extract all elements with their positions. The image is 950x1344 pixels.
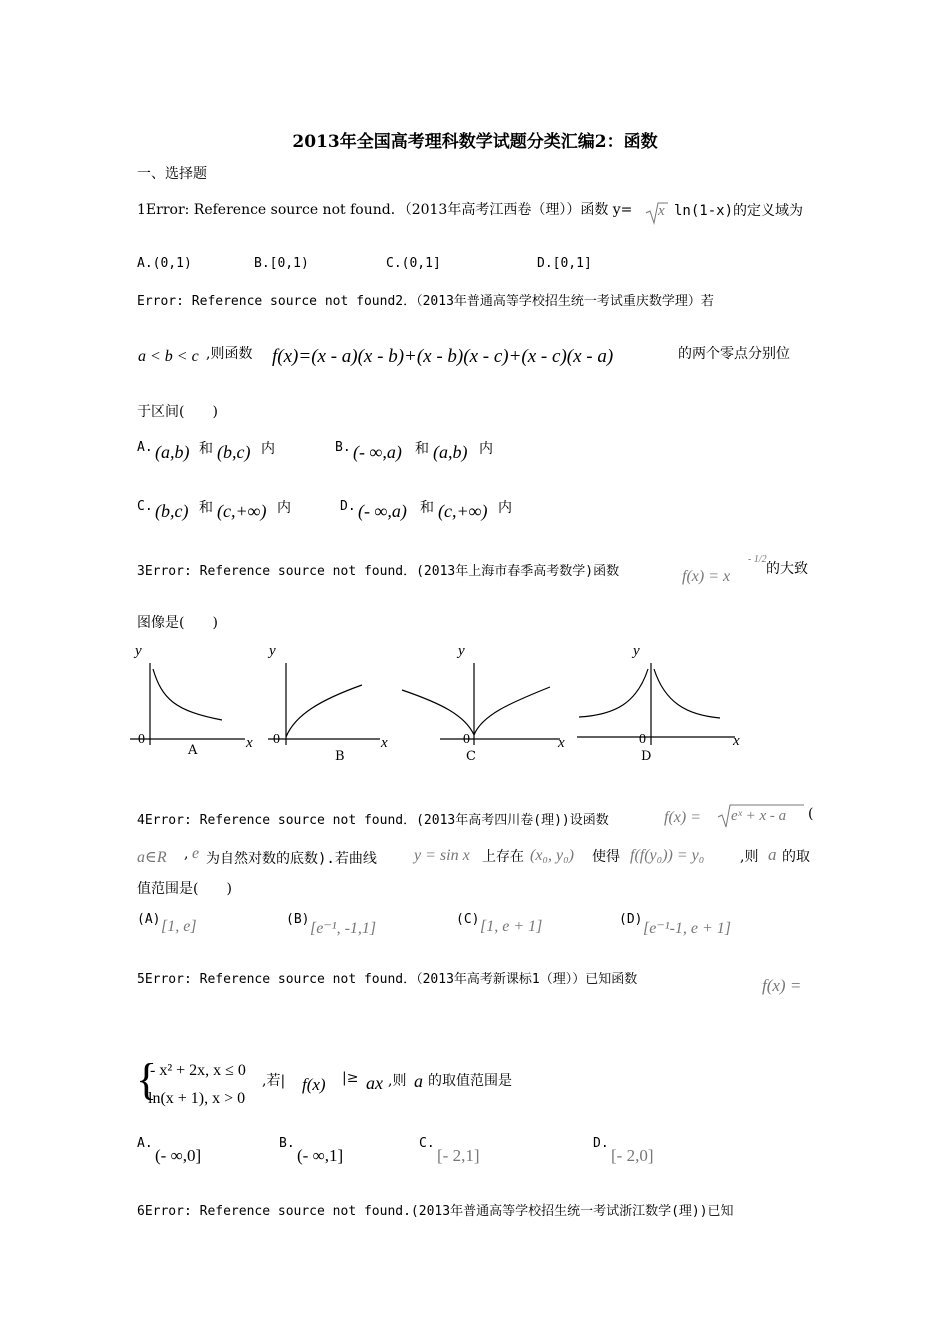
q2-condition: a < b < c <box>138 348 199 365</box>
q3-graph-d: y 0 x D <box>575 645 750 765</box>
q3-after: 的大致 <box>766 561 808 577</box>
q5-prefix: 5Error: Reference source not found．（2013年高考新课标1（理））已知函数 <box>137 972 638 987</box>
q5-abs: f(x) <box>302 1075 326 1094</box>
q6-text: 6Error: Reference source not found.(2013年普通高等学校招生统一考试浙江数学(理))已知 <box>137 1204 734 1219</box>
q4-mid: , <box>184 846 189 862</box>
q4-prefix: 4Error: Reference source not found．(2013年高考四川卷(理))设函数 <box>137 813 609 828</box>
q4-condition: a∈R <box>137 849 167 866</box>
q4-paren: ( <box>808 806 814 822</box>
q1-option-b: B.[0,1) <box>254 256 309 271</box>
q3-prefix: 3Error: Reference source not found．(2013年上海市春季高考数学)函数 <box>137 564 620 579</box>
q4-mid5: ,则 <box>740 849 759 865</box>
q3-exponent: - 1/2 <box>748 554 767 565</box>
q1-prefix: 1Error: Reference source not found．（2013年高考江西卷（理））函数 y= <box>137 202 633 218</box>
q5-case2: ln(x + 1), x > 0 <box>148 1090 246 1107</box>
q5-mid2: ,则 <box>388 1073 407 1089</box>
q4-line2: 值范围是( ) <box>137 881 232 897</box>
q3-graph-c: y 0 x C <box>400 645 570 765</box>
q2-after: 的两个零点分别位 <box>678 346 790 362</box>
q3-function: f(x) = x <box>682 568 731 585</box>
q5-a: a <box>414 1071 423 1091</box>
q4-curve: y = sin x <box>414 847 470 864</box>
q3-graph-a: y 0 x A <box>135 643 253 758</box>
q4-a: a <box>768 845 777 864</box>
q5-case1: - x² + 2x, x ≤ 0 <box>150 1062 246 1079</box>
q1-option-d: D.[0,1] <box>537 256 592 271</box>
q4-e: e <box>192 845 200 862</box>
document-page: 2013年全国高考理科数学试题分类汇编2：函数 一、选择题 1Error: Reference source not found．（2013年高考江西卷（理））函数 y= x ln(1-x)的定义域为 A.(0,1) B.[0,1) C.(0,1] D.[0,1] Error: Reference source not found2．（2013年普通高等学校招生统一考试重庆数学理）若 a < b < c ,则函数 f(x)=(x - a)(x - b)+(x - b)(x - c)+(x - c)(x - a) 的两个零点分别位 于区间( ) A. (a,b) 和 (b,c) 内 B. (- ∞,a) 和 (a,b) 内 C. (b,c) 和 (c,+∞) 内 D. (- ∞,a) 和 (c,+∞) 内 3Error: Reference source not found．(2013年上海市春季高考数学)函数 f(x) = x - 1/2 的大致 图像是( ) y 0 x A y 0 x B y 0 x C y 0 x D 4Error: Reference source not found．(2013年高考四川卷(理))设函数 f(x) = eˣ + x - a ( a∈R , e 为自然对数的底数).若曲线 y = sin x 上存在 (x₀, y₀) 使得 f(f(y₀)) = y₀ ,则 a 的取 值范围是( ) (A) [1, e] (B) [e⁻¹, -1,1] (C) [1, e + 1] (D) [e⁻¹-1, e + 1] 5Error: Reference source not found．（2013年高考新课标1（理））已知函数 f(x) = { - x² + 2x, x ≤ 0 ln(x + 1), x > 0 ,若| f(x) |≥ ax ,则 a 的取值范围是 A. (- ∞,0] B. (- ∞,1] C. [- 2,1] D. [- 2,0] 6Error: Reference source not found.(2013年普通高等学校招生统一考试浙江数学(理))已知 <box>0 0 950 1344</box>
q1-option-c: C.(0,1] <box>386 256 441 271</box>
q2-mid: ,则函数 <box>206 346 253 362</box>
q4-after: 的取 <box>782 849 810 865</box>
q1-option-a: A.(0,1) <box>137 256 192 271</box>
q4-function: f(x) = <box>664 809 701 826</box>
q4-mid4: 使得 <box>592 849 620 865</box>
q2-line3: 于区间( ) <box>137 404 218 420</box>
q2-line1: Error: Reference source not found2．（2013年普通高等学校招生统一考试重庆数学理）若 <box>137 294 714 309</box>
section-heading: 一、选择题 <box>137 166 207 182</box>
q4-mid3: 上存在 <box>482 849 524 865</box>
q5-function: f(x) = <box>762 976 802 995</box>
q5-ax: ax <box>366 1073 383 1093</box>
q4-point: (x₀, y₀) <box>530 847 574 864</box>
q5-brace: { <box>136 1055 158 1104</box>
q5-ineq: |≥ <box>342 1070 359 1086</box>
q1-after: ln(1-x)的定义域为 <box>674 203 804 219</box>
q5-mid: ,若| <box>262 1073 286 1089</box>
q3-graph-b: y 0 x B <box>269 643 388 764</box>
q4-equation: f(f(y₀)) = y₀ <box>630 847 705 864</box>
q5-after: 的取值范围是 <box>428 1073 512 1089</box>
q4-mid2: 为自然对数的底数).若曲线 <box>206 851 377 867</box>
q2-function: f(x)=(x - a)(x - b)+(x - b)(x - c)+(x - c)(x - a) <box>272 346 614 367</box>
q3-line2: 图像是( ) <box>137 615 218 631</box>
doc-title: 2013年全国高考理科数学试题分类汇编2：函数 <box>292 132 658 152</box>
